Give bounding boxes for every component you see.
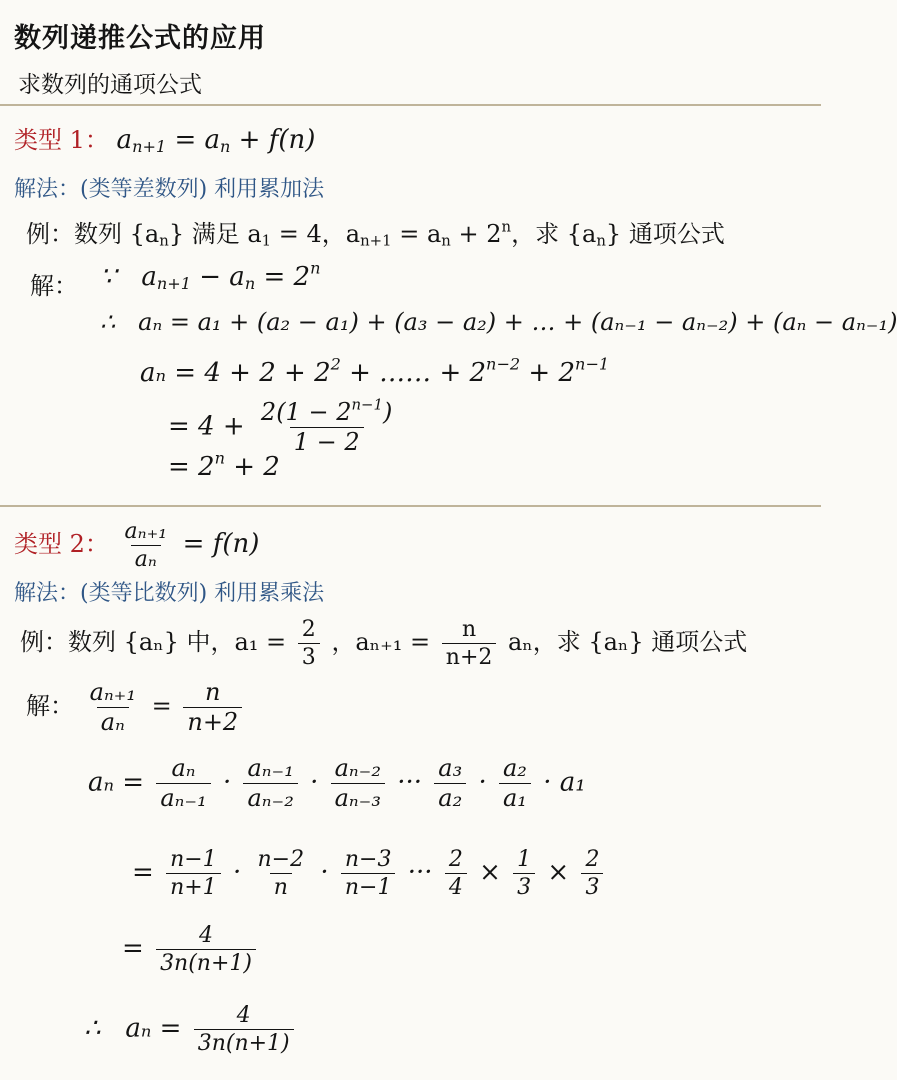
type-2-fraction: $\frac{\text{aₙ₊₁}}{\text{aₙ}}$ [124,519,168,573]
therefore-symbol: ∴ [100,308,116,336]
type-2-line: 类型 2： $\frac{\text{aₙ₊₁}}{\text{aₙ}}$ = f(n) [14,519,260,573]
step4-fraction: $\frac{2(1 - 2^{n-1})}{1 - 2}$ [260,395,393,457]
method-1: 解法：(类等差数列) 利用累加法 [14,177,325,202]
sol3-frac-2: $\frac{n-3}{n-1}$ [341,848,396,899]
solution-1-step4: = 4 + $\frac{2(1 - 2^{n-1})}{1 - 2}$ [168,400,400,455]
example-2-frac-a1: $\frac{2}{3}$ [298,618,320,669]
example-2: 例：数列 {aₙ} 中，a₁ = $\frac{2}{3}$ ，aₙ₊₁ = $\frac{n}{n+2}$ aₙ，求 {aₙ} 通项公式 [20,617,748,671]
solution-1-step3: $a_n = 4 + 2 + 2^2$ + …… + $2^{n-2} + 2^{n-1}$ [140,354,610,388]
solution-1-step2: ∴ aₙ = a₁ + (a₂ − a₁) + (a₃ − a₂) + … + (aₙ₋₁ − aₙ₋₂) + (aₙ − aₙ₋₁) [100,308,897,336]
solution-2-final: ∴ aₙ = $\frac{4}{3n(n+1)}$ [84,1004,298,1055]
solution-1-step1: ∵ $a_{n+1} - a_n = 2^n$ [100,258,321,294]
sol3-frac-1: $\frac{n-2}{n}$ [257,847,305,901]
method-2: 解法：(类等比数列) 利用累乘法 [14,581,325,606]
solution-2-line1: 解： $\frac{\text{aₙ₊₁}}{\text{aₙ}}$ = $\frac{n}{n+2}$ [26,680,246,735]
because-symbol: ∵ [100,262,117,292]
sol1-right-fraction: $\frac{n}{n+2}$ [183,680,242,735]
therefore-symbol-2: ∴ [84,1013,101,1044]
page-subtitle: 求数列的通项公式 [18,72,202,98]
sol3-frac-4: $\frac{1}{3}$ [513,848,535,899]
sol3-frac-3: $\frac{2}{4}$ [445,848,467,899]
sol1-left-fraction: $\frac{\text{aₙ₊₁}}{\text{aₙ}}$ [89,678,136,737]
type-2-label: 类型 2： [14,530,109,559]
solution-1-step5: = $2^n + 2$ [168,448,280,482]
sol4-fraction: $\frac{4}{3n(n+1)}$ [156,924,256,975]
type-1-label: 类型 1： [14,126,109,154]
type-1-line [14,120,315,155]
divider-middle [0,505,821,507]
sol2-frac-3: $\frac{\text{a₃}}{\text{a₂}}$ [434,756,466,811]
solution-2-line4: = $\frac{4}{3n(n+1)}$ [122,924,260,975]
type-1-formula: $a_{n+1} = a_n + f(n)$ [116,125,316,157]
solution-2-line3: = $\frac{n-1}{n+1}$ · $\frac{n-2}{n}$ · $\frac{n-3}{n-1}$ ··· $\frac{2}{4}$ × $\frac{1}{3}$ × $\frac{2}{3}$ [132,848,607,899]
solution-2-line2: aₙ = $\frac{\text{aₙ}}{\text{aₙ₋₁}}$ · $\frac{\text{aₙ₋₁}}{\text{aₙ₋₂}}$ · $\frac{\text{aₙ₋₂}}{\text{aₙ₋₃}}$ ··· $\frac{\text{a₃}}{\text{a₂}}$ · $\frac{\text{a₂}}{\text{a₁}}$ · a₁ [88,754,586,813]
divider-top [0,104,821,106]
sol3-frac-5: $\frac{2}{3}$ [581,848,603,899]
final-fraction: $\frac{4}{3n(n+1)}$ [194,1004,294,1055]
page-title: 数列递推公式的应用 [14,23,266,54]
example-2-frac-ratio: $\frac{n}{n+2}$ [442,618,497,669]
sol2-frac-4: $\frac{\text{a₂}}{\text{a₁}}$ [499,756,531,811]
example-1: 例：数列 $\{a_n\}$ 满足 $a_1 = 4$，$a_{n+1} = a_n + 2^n$，求 $\{a_n\}$ 通项公式 [26,217,725,250]
sol2-frac-1: $\frac{\text{aₙ₋₁}}{\text{aₙ₋₂}}$ [243,756,297,811]
solution-1-label: 解： [30,272,78,300]
sol2-frac-2: $\frac{\text{aₙ₋₂}}{\text{aₙ₋₃}}$ [331,756,385,811]
sol2-frac-0: $\frac{\text{aₙ}}{\text{aₙ₋₁}}$ [156,756,210,811]
sol3-frac-0: $\frac{n-1}{n+1}$ [166,848,221,899]
